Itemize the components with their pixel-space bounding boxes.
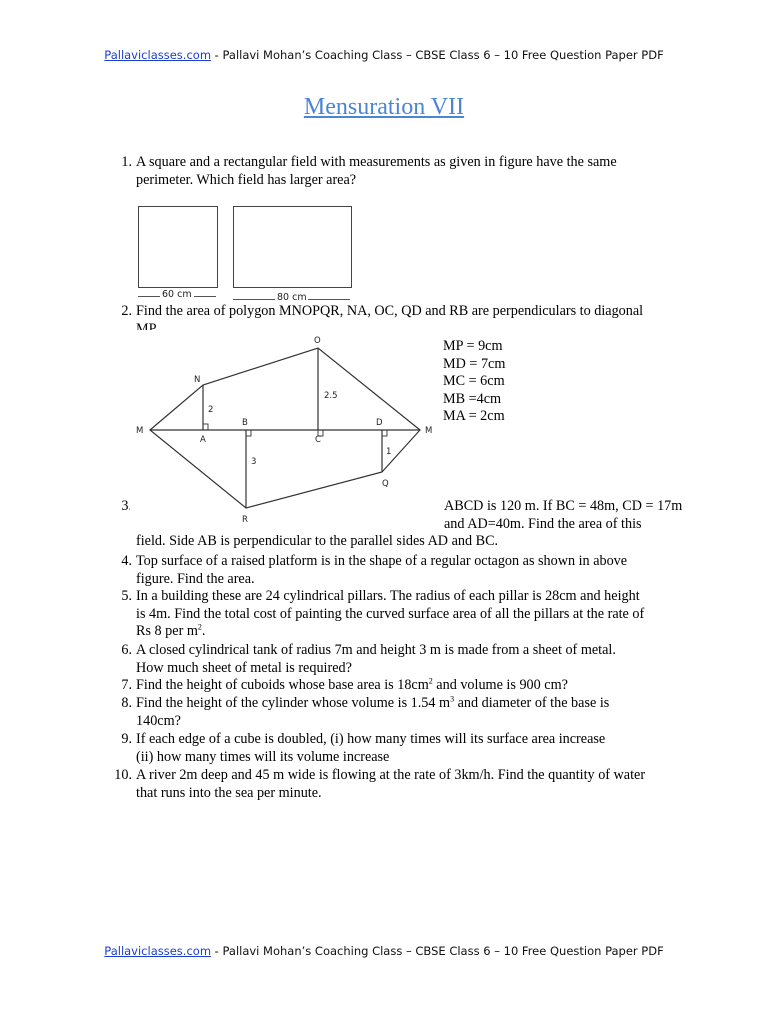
question-text: and AD=40m. Find the area of this xyxy=(444,515,642,532)
site-link[interactable]: Pallaviclasses.com xyxy=(104,48,212,62)
polygon-figure xyxy=(130,330,440,530)
question-text: Top surface of a raised platform is in the shape of a regular octagon as shown in above xyxy=(136,553,628,569)
question-text: ABCD is 120 m. If BC = 48m, CD = 17m xyxy=(444,498,683,514)
length-qd-label: 1 xyxy=(386,447,392,457)
question-9 xyxy=(112,731,692,766)
question-text: (ii) how many times will its volume increase xyxy=(136,748,390,765)
page-footer xyxy=(0,944,768,958)
foot-d-label: D xyxy=(376,418,383,428)
question-number: 2. xyxy=(121,303,132,319)
vertex-m-label: M xyxy=(136,426,144,436)
measurement-mc: MC = 6cm xyxy=(443,373,505,390)
square-dimension-label: 60 cm xyxy=(162,289,192,300)
question-7 xyxy=(112,677,692,695)
question-text: is 4m. Find the total cost of painting the curved surface area of all the pillars at the rate of xyxy=(136,605,645,622)
vertex-p-label: M xyxy=(425,426,433,436)
question-number: 4. xyxy=(121,553,132,569)
length-na-label: 2 xyxy=(208,405,214,415)
measurement-mb: MB =4cm xyxy=(443,390,502,407)
question-text: How much sheet of metal is required? xyxy=(136,659,352,676)
measurement-list xyxy=(443,338,505,426)
question-number: 8. xyxy=(121,695,132,711)
square-field xyxy=(138,206,218,288)
question-text: A river 2m deep and 45 m wide is flowing at the rate of 3km/h. Find the quantity of water xyxy=(136,767,646,783)
question-number: 6. xyxy=(121,642,132,658)
question-text: 140cm? xyxy=(136,712,181,729)
question-8 xyxy=(112,695,692,730)
question-number: 3. xyxy=(121,498,132,514)
measurement-md: MD = 7cm xyxy=(443,355,506,372)
vertex-r-label: R xyxy=(242,515,248,525)
length-rb-label: 3 xyxy=(251,457,257,467)
question-text: perimeter. Which field has larger area? xyxy=(136,171,357,188)
question-number: 1. xyxy=(121,154,132,170)
rectangle-field xyxy=(233,206,352,288)
foot-b-label: B xyxy=(242,418,248,428)
question-text: Rs 8 per $m^2$. xyxy=(136,622,206,640)
question-number: 10. xyxy=(114,767,132,783)
site-link[interactable]: Pallaviclasses.com xyxy=(104,944,212,958)
measurement-ma: MA = 2cm xyxy=(443,408,505,425)
question-text: MP. xyxy=(136,320,159,337)
question-number: 7. xyxy=(121,677,132,693)
question-text: that runs into the sea per minute. xyxy=(136,784,322,801)
page-title: Mensuration VII xyxy=(303,94,465,120)
question-text: A square and a rectangular field with measurements as given in figure have the same xyxy=(136,154,617,170)
question-text: figure. Find the area. xyxy=(136,570,255,587)
question-text: Find the height of the cylinder whose volume is 1.54 $m^3$ and diameter of the base is xyxy=(136,694,610,711)
question-text: Find the height of cuboids whose base area is $18cm^2$ and volume is 900 cm? xyxy=(136,676,568,693)
question-5 xyxy=(112,588,692,641)
question-text: Find the area of polygon MNOPQR, NA, OC, QD and RB are perpendiculars to diagonal xyxy=(136,303,644,319)
question-text: field. Side AB is perpendicular to the parallel sides AD and BC. xyxy=(136,533,499,550)
question-text: In a building these are 24 cylindrical pillars. The radius of each pillar is 28cm and height xyxy=(136,588,640,604)
question-4 xyxy=(112,553,692,588)
vertex-o-label: O xyxy=(314,336,321,346)
measurement-mp: MP = 9cm xyxy=(443,338,503,354)
question-10 xyxy=(112,767,692,802)
page-header xyxy=(0,48,768,62)
question-1 xyxy=(112,154,692,189)
foot-a-label: A xyxy=(200,435,206,445)
question-text: A closed cylindrical tank of radius 7m and height 3 m is made from a sheet of metal. xyxy=(136,642,616,658)
vertex-q-label: Q xyxy=(382,479,389,489)
rectangle-dimension-label: 80 cm xyxy=(277,292,307,303)
vertex-n-label: N xyxy=(194,375,201,385)
footer-text: - Pallavi Mohan’s Coaching Class – CBSE Class 6 – 10 Free Question Paper PDF xyxy=(211,944,664,958)
question-6 xyxy=(112,642,692,677)
question-number: 9. xyxy=(121,731,132,747)
polygon-outline xyxy=(150,348,420,508)
length-oc-label: 2.5 xyxy=(324,391,338,401)
question-text: If each edge of a cube is doubled, (i) how many times will its surface area increase xyxy=(136,731,606,747)
foot-c-label: C xyxy=(315,435,321,445)
question-number: 5. xyxy=(121,588,132,604)
header-text: - Pallavi Mohan’s Coaching Class – CBSE Class 6 – 10 Free Question Paper PDF xyxy=(211,48,664,62)
